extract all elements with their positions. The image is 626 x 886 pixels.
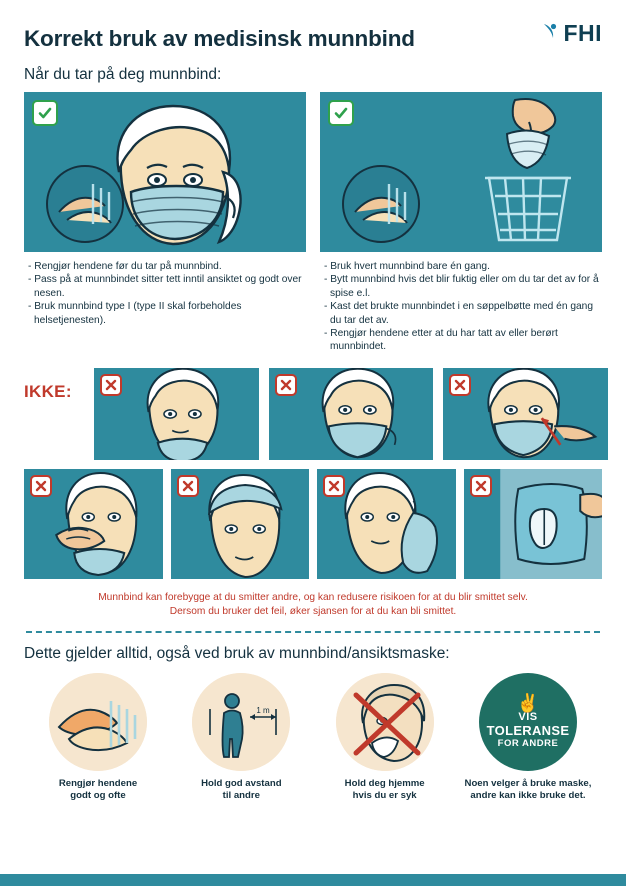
x-icon [275, 374, 297, 396]
always-items [18, 673, 608, 803]
reusing-mask-illustration [464, 469, 603, 579]
x-icon [449, 374, 471, 396]
putting-on-left-bullets [24, 260, 306, 327]
ikke-label: IKKE: [24, 381, 72, 401]
x-icon [470, 475, 492, 497]
page-title: Korrekt bruk av medisinsk munnbind [24, 26, 415, 51]
mask-under-nose-illustration [269, 368, 434, 460]
bullet: - Bytt munnbind hvis det blir fuktig eller om du tar det av for å spise e.l. [324, 274, 599, 299]
putting-on-right-bullets [320, 260, 602, 354]
caption-line-2: godt og ofte [70, 790, 126, 802]
caption-line-2: andre kan ikke bruke det. [470, 790, 586, 802]
hand-washing-icon [49, 673, 147, 771]
caption-line-1: Rengjør hendene [58, 777, 138, 789]
mask-on-chin-touching-face-illustration [24, 469, 163, 579]
badge-line-1: VIS [518, 710, 538, 723]
badge-line-3: FOR ANDRE [497, 737, 559, 749]
footer-bar [0, 874, 626, 886]
warning-line-2: Dersom du bruker det feil, øker sjansen for at du kan bli smittet. [169, 605, 457, 617]
caption-line-1: Hold deg hjemme [344, 777, 425, 789]
putting-on-panels [18, 92, 608, 354]
ikke-section [18, 368, 608, 460]
always-caption [315, 778, 455, 803]
discard-mask-illustration [320, 92, 602, 252]
caption-line-1: Hold god avstand [201, 777, 282, 789]
dashed-divider [26, 631, 600, 633]
badge-line-2: TOLERANSE [486, 722, 570, 738]
always-item-stay-home [315, 673, 455, 803]
stay-home-sick-icon [336, 673, 434, 771]
distance-icon [192, 673, 290, 771]
ikke-row-2 [18, 469, 608, 579]
header [18, 0, 608, 52]
x-icon [177, 475, 199, 497]
section-heading-always: Dette gjelder alltid, også ved bruk av munnbind/ansiktsmaske: [24, 644, 450, 662]
mask-on-forehead-illustration [171, 469, 310, 579]
bullet: - Bruk hvert munnbind bare én gang. [324, 261, 490, 272]
putting-on-left-column [24, 92, 306, 354]
bullet: - Rengjør hendene etter at du har tatt av eller berørt munnbindet. [324, 328, 558, 353]
x-icon [323, 475, 345, 497]
bullet: - Pass på at munnbindet sitter tett inntil ansiktet og godt over nesen. [28, 274, 302, 299]
caption-line-2: hvis du er syk [352, 790, 417, 802]
warning-line-1: Munnbind kan forebygge at du smitter andre, og kan redusere risikoen for at du blir smittet selv. [98, 591, 528, 603]
bullet: - Kast det brukte munnbindet i en søppelbøtte med én gang du tar det av. [324, 301, 593, 326]
mask-under-chin-illustration [94, 368, 259, 460]
caption-line-1: Noen velger å bruke maske, [464, 777, 592, 789]
warning-text [42, 591, 584, 619]
x-icon [100, 374, 122, 396]
always-caption [28, 778, 168, 803]
mask-on-face-illustration [24, 92, 306, 252]
peace-sign-icon: ✌ [516, 692, 540, 713]
ikke-row-1 [94, 368, 608, 460]
x-icon [30, 475, 52, 497]
fhi-logo [541, 20, 602, 47]
touching-mask-eye-illustration [443, 368, 608, 460]
bullet: - Bruk munnbind type I (type II skal forbeholdes helsetjenesten). [28, 301, 242, 326]
tolerance-badge-icon [479, 673, 577, 771]
fhi-logo-icon [541, 22, 559, 46]
always-caption [458, 778, 598, 803]
always-item-tolerance [458, 673, 598, 803]
section-heading-putting-on: Når du tar på deg munnbind: [24, 66, 222, 83]
always-item-hand-washing [28, 673, 168, 803]
always-caption [171, 778, 311, 803]
fhi-logo-text: FHI [563, 20, 602, 46]
check-icon [328, 100, 354, 126]
check-icon [32, 100, 58, 126]
bullet: - Rengjør hendene før du tar på munnbind. [28, 261, 222, 272]
always-item-distance [171, 673, 311, 803]
mask-hanging-on-ear-illustration [317, 469, 456, 579]
distance-label: 1 m [256, 705, 270, 715]
tolerance-badge-text [479, 673, 577, 771]
caption-line-2: til andre [222, 790, 260, 802]
putting-on-right-column [320, 92, 602, 354]
